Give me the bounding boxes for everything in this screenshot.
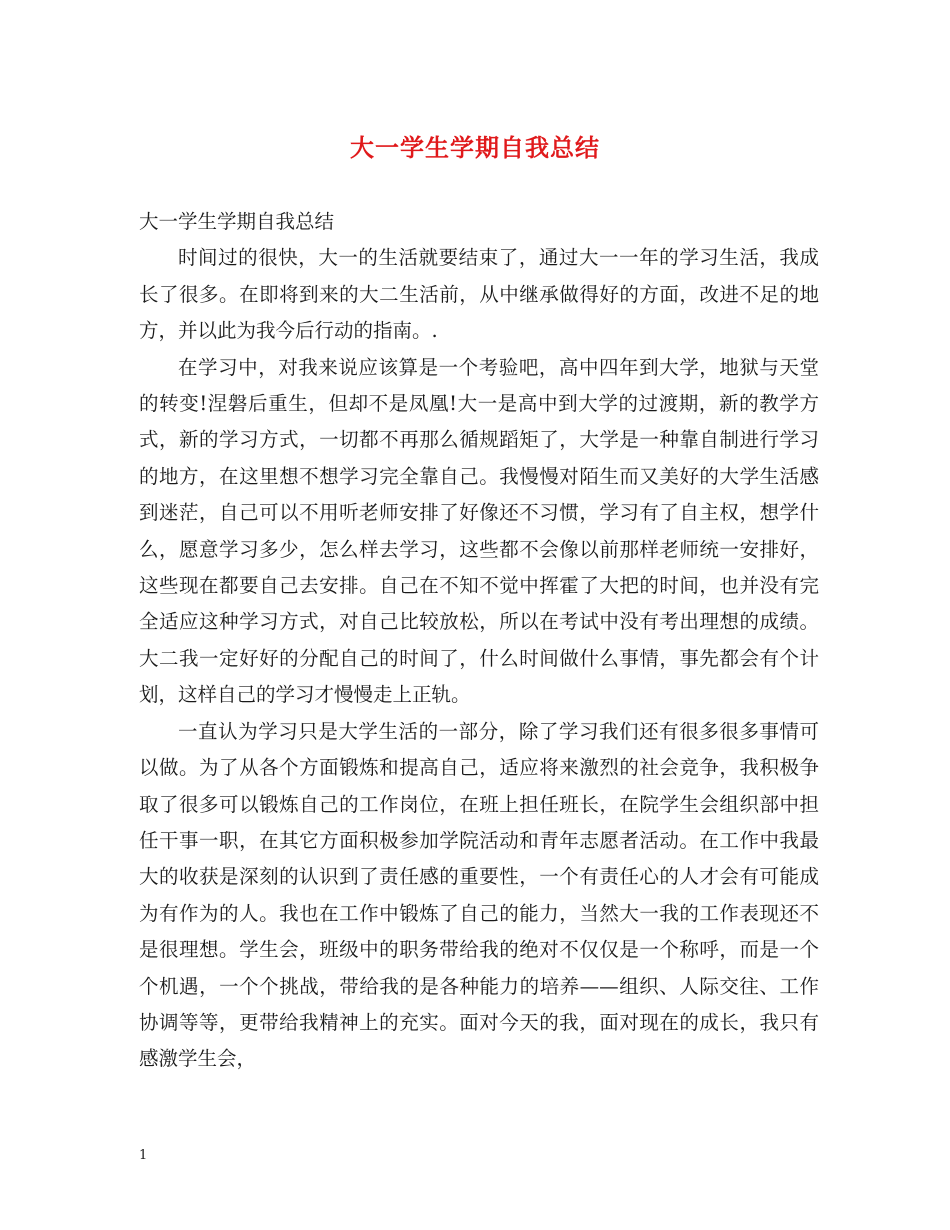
document-body	[139, 204, 819, 1078]
document-subtitle: 大一学生学期自我总结	[139, 210, 335, 233]
document-title: 大一学生学期自我总结	[350, 134, 600, 162]
page-number: 1	[139, 1148, 148, 1163]
paragraph-2: 在学习中，对我来说应该算是一个考验吧，高中四年到大学，地狱与天堂的转变!涅磐后重生，但却不是凤凰!大一是高中到大学的过渡期，新的教学方式，新的学习方式，一切都不再那么循规蹈矩了，大学是一种靠自制进行学习的地方，在这里想不想学习完全靠自己。我慢慢对陌生而又美好的大学生活感到迷茫，自己可以不用听老师安排了好像还不习惯，学习有了自主权，想学什么，愿意学习多少，怎么样去学习，这些都不会像以前那样老师统一安排好，这些现在都要自己去安排。自己在不知不觉中挥霍了大把的时间，也并没有完全适应这种学习方式，对自己比较放松，所以在考试中没有考出理想的成绩。大二我一定好好的分配自己的时间了，什么时间做什么事情，事先都会有个计划，这样自己的学习才慢慢走上正轨。	[139, 355, 819, 707]
paragraph-1: 时间过的很快，大一的生活就要结束了，通过大一一年的学习生活，我成长了很多。在即将到来的大二生活前，从中继承做得好的方面，改进不足的地方，并以此为我今后行动的指南。.	[139, 246, 819, 343]
paragraph-3: 一直认为学习只是大学生活的一部分，除了学习我们还有很多很多事情可以做。为了从各个方面锻炼和提高自己，适应将来激烈的社会竞争，我积极争取了很多可以锻炼自己的工作岗位，在班上担任班长，在院学生会组织部中担任干事一职，在其它方面积极参加学院活动和青年志愿者活动。在工作中我最大的收获是深刻的认识到了责任感的重要性，一个有责任心的人才会有可能成为有作为的人。我也在工作中锻炼了自己的能力，当然大一我的工作表现还不是很理想。学生会，班级中的职务带给我的绝对不仅仅是一个称呼，而是一个个机遇，一个个挑战，带给我的是各种能力的培养——组织、人际交往、工作协调等等，更带给我精神上的充实。面对今天的我，面对现在的成长，我只有感激学生会，	[139, 719, 819, 1071]
